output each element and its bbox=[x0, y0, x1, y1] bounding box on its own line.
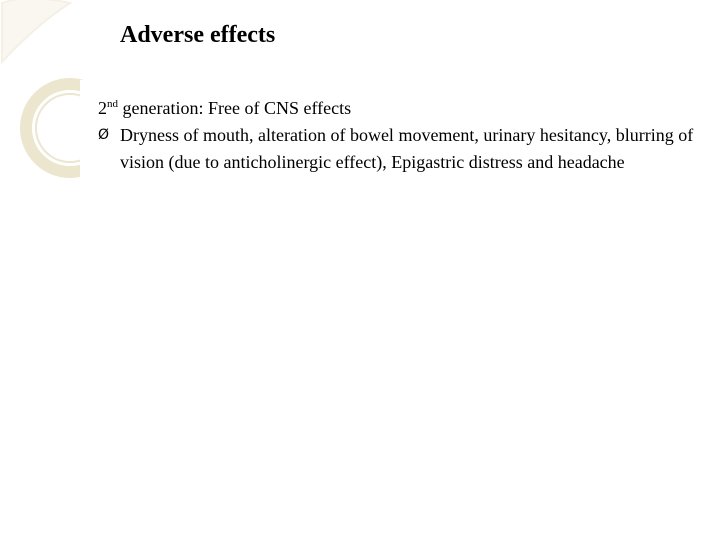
bullet-item bbox=[98, 122, 708, 176]
bullet-text: Dryness of mouth, alteration of bowel movement, urinary hesitancy, blurring of vision (due to anticholinergic effect), Epigastric distress and headache bbox=[120, 125, 694, 172]
slide-body bbox=[98, 95, 708, 176]
ordinal-suffix: nd bbox=[107, 98, 118, 110]
arrow-bullet-icon: Ø bbox=[98, 127, 110, 143]
generation-number: 2 bbox=[98, 98, 107, 118]
intro-line bbox=[98, 95, 708, 122]
slide-title: Adverse effects bbox=[120, 22, 276, 48]
intro-text: generation: Free of CNS effects bbox=[118, 98, 352, 118]
